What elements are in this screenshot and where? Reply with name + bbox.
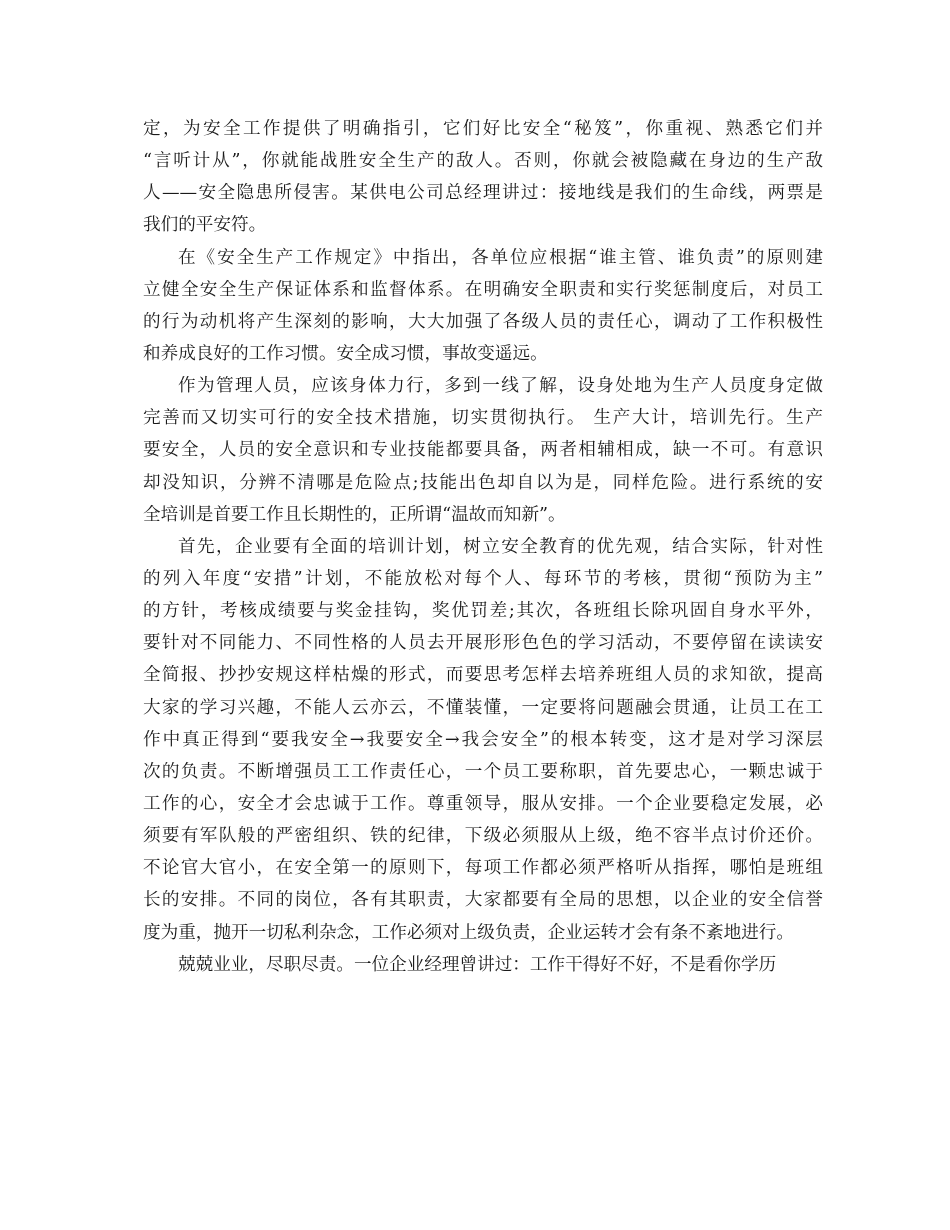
text-line: 首先，企业要有全面的培训计划，树立安全教育的优先观，结合实际，针对性 — [178, 536, 823, 557]
text-line: 须要有军队般的严密组织、铁的纪律，下级必须服从上级，绝不容半点讨价还价。 — [143, 826, 823, 847]
text-line: 作为管理人员，应该身体力行，多到一线了解，设身处地为生产人员度身定做 — [178, 376, 823, 397]
text-line: 要安全，人员的安全意识和专业技能都要具备，两者相辅相成，缺一不可。有意识 — [143, 440, 823, 461]
text-line: 定，为安全工作提供了明确指引，它们好比安全“秘笈”，你重视、熟悉它们并 — [143, 119, 823, 139]
body-text — [143, 113, 823, 981]
text-line: 和养成良好的工作习惯。安全成习惯，事故变遥远。 — [143, 343, 548, 364]
text-line: 要针对不同能力、不同性格的人员去开展形形色色的学习活动，不要停留在读读安 — [143, 633, 823, 654]
text-line: 却没知识，分辨不清哪是危险点;技能出色却自以为是，同样危险。进行系统的安 — [143, 472, 823, 493]
text-line: 度为重，抛开一切私利杂念，工作必须对上级负责，企业运转才会有条不紊地进行。 — [143, 922, 794, 943]
text-line: 在《安全生产工作规定》中指出，各单位应根据“谁主管、谁负责”的原则建 — [178, 247, 823, 268]
text-line: 兢兢业业，尽职尽责。一位企业经理曾讲过：工作干得好不好，不是看你学历 — [178, 954, 777, 975]
text-line: 作中真正得到“要我安全→我要安全→我会安全”的根本转变，这才是对学习深层 — [143, 729, 823, 750]
text-line: 的行为动机将产生深刻的影响，大大加强了各级人员的责任心，调动了工作积极性 — [143, 311, 823, 332]
text-line: 的列入年度“安措”计划，不能放松对每个人、每环节的考核，贯彻“预防为主” — [143, 568, 823, 589]
text-line: 全培训是首要工作且长期性的，正所谓“温故而知新”。 — [143, 504, 566, 525]
text-line: 不论官大官小，在安全第一的原则下，每项工作都必须严格听从指挥，哪怕是班组 — [143, 858, 823, 879]
text-line: 长的安排。不同的岗位，各有其职责，大家都要有全局的思想，以企业的安全信誉 — [143, 890, 823, 911]
text-line: 工作的心，安全才会忠诚于工作。尊重领导，服从安排。一个企业要稳定发展，必 — [143, 793, 823, 814]
text-line: 的方针，考核成绩要与奖金挂钩，奖优罚差;其次，各班组长除巩固自身水平外， — [143, 601, 823, 622]
text-line: 次的负责。不断增强员工工作责任心，一个员工要称职，首先要忠心，一颗忠诚于 — [143, 761, 823, 782]
text-line: 大家的学习兴趣，不能人云亦云，不懂装懂，一定要将问题融会贯通，让员工在工 — [143, 697, 823, 718]
text-line: 立健全安全生产保证体系和监督体系。在明确安全职责和实行奖惩制度后，对员工 — [143, 279, 823, 300]
text-line: 完善而又切实可行的安全技术措施，切实贯彻执行。 生产大计，培训先行。生产 — [143, 408, 823, 429]
text-line: 全简报、抄抄安规这样枯燥的形式，而要思考怎样去培养班组人员的求知欲，提高 — [143, 665, 823, 686]
text-line: “言听计从”，你就能战胜安全生产的敌人。否则，你就会被隐藏在身边的生产敌 — [143, 151, 823, 172]
text-line: 人——安全隐患所侵害。某供电公司总经理讲过：接地线是我们的生命线，两票是 — [143, 183, 823, 204]
text-line: 我们的平安符。 — [143, 215, 267, 236]
